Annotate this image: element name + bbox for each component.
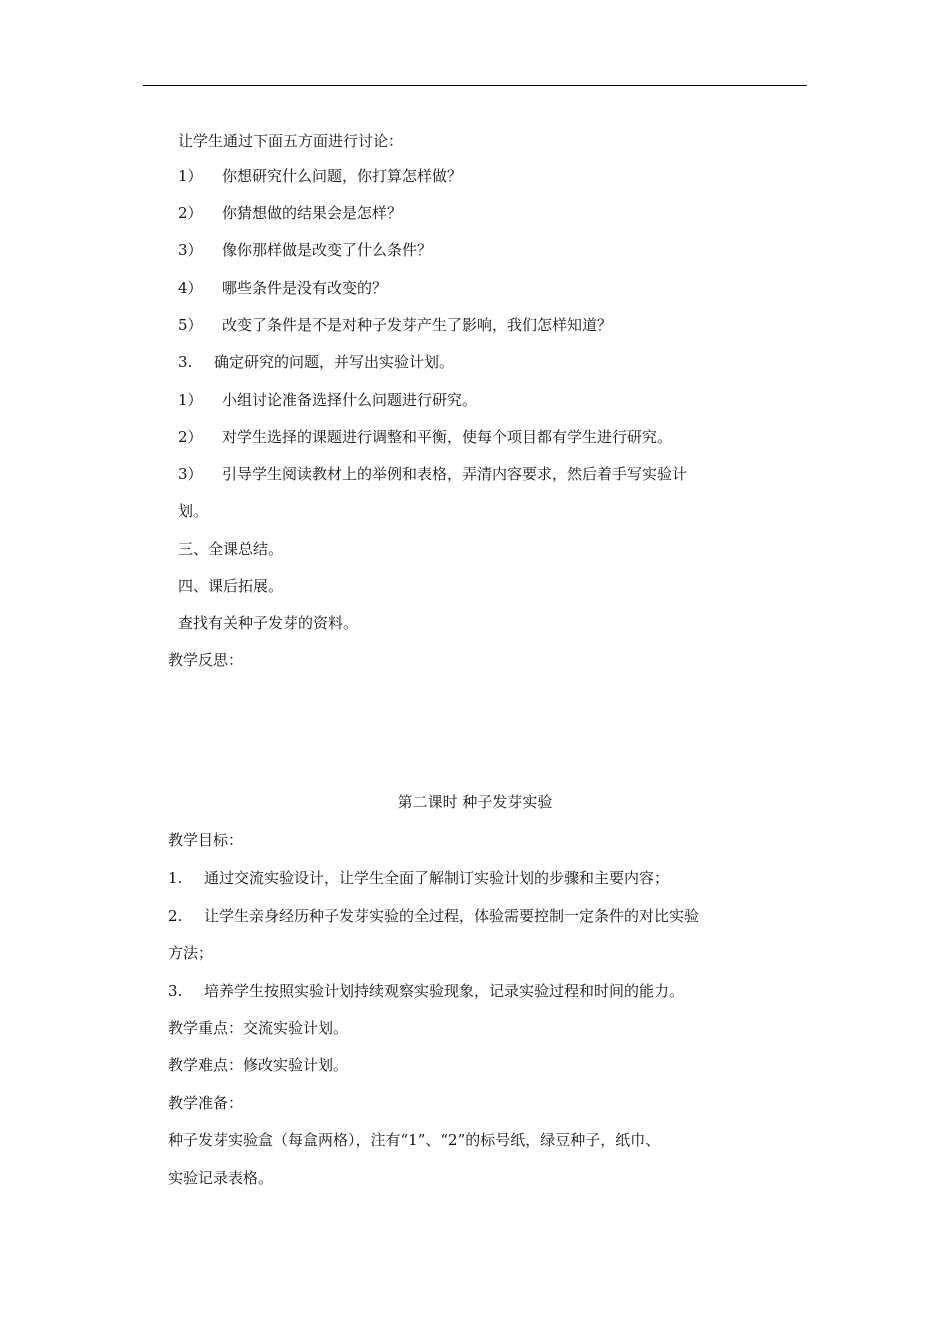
step-item-continuation: 划。 [178,502,209,520]
step-text: 确定研究的问题，并写出实验计划。 [214,353,455,371]
step-item [178,390,477,410]
item-number: 5） [178,316,203,334]
step-three [178,352,454,372]
prep-line: 种子发芽实验盒（每盒两格），注有“1”、“2”的标号纸，绿豆种子，纸巾、 [168,1131,661,1149]
extension-heading: 四、课后拓展。 [178,577,284,595]
goal-number: 2. [168,907,183,925]
goal-item [168,906,699,926]
difficulty: 教学难点：修改实验计划。 [168,1056,349,1074]
item-number: 3） [178,465,203,483]
prep-line: 实验记录表格。 [168,1169,274,1187]
item-text: 你想研究什么问题，你打算怎样做？ [222,167,463,185]
goal-text: 通过交流实验设计，让学生全面了解制订实验计划的步骤和主要内容； [204,869,670,887]
goal-item [168,981,684,1001]
discussion-item [178,315,612,335]
goal-item [168,868,669,888]
goal-text: 培养学生按照实验计划持续观察实验现象，记录实验过程和时间的能力。 [204,982,685,1000]
lesson-title: 第二课时 种子发芽实验 [397,793,553,811]
step-item [178,427,672,447]
discussion-item [178,166,462,186]
item-number: 1） [178,167,203,185]
item-number: 2） [178,204,203,222]
item-text: 对学生选择的课题进行调整和平衡，使每个项目都有学生进行研究。 [222,428,673,446]
step-item [178,464,687,484]
item-text: 你猜想做的结果会是怎样？ [222,204,403,222]
extension-text: 查找有关种子发芽的资料。 [178,614,359,632]
header-rule [143,85,807,86]
item-text: 改变了条件是不是对种子发芽产生了影响，我们怎样知道？ [222,316,613,334]
item-number: 2） [178,428,203,446]
item-number: 1） [178,391,203,409]
goal-text: 让学生亲身经历种子发芽实验的全过程，体验需要控制一定条件的对比实验 [204,907,700,925]
item-number: 4） [178,279,203,297]
item-text: 像你那样做是改变了什么条件？ [222,241,433,259]
prep-label: 教学准备： [168,1094,244,1112]
discussion-item [178,278,387,298]
goal-number: 1. [168,869,183,887]
goal-continuation: 方法； [168,944,214,962]
item-text: 小组讨论准备选择什么问题进行研究。 [222,391,478,409]
goal-number: 3. [168,982,183,1000]
discussion-item [178,203,402,223]
summary-heading: 三、全课总结。 [178,540,284,558]
item-number: 3） [178,241,203,259]
key-point: 教学重点：交流实验计划。 [168,1019,349,1037]
item-text: 哪些条件是没有改变的？ [222,279,388,297]
reflection-label: 教学反思： [168,651,244,669]
step-number: 3. [178,353,193,371]
discussion-intro: 让学生通过下面五方面进行讨论： [178,132,404,150]
discussion-item [178,240,432,260]
item-text: 引导学生阅读教材上的举例和表格，弄清内容要求，然后着手写实验计 [222,465,688,483]
goals-label: 教学目标： [168,831,244,849]
